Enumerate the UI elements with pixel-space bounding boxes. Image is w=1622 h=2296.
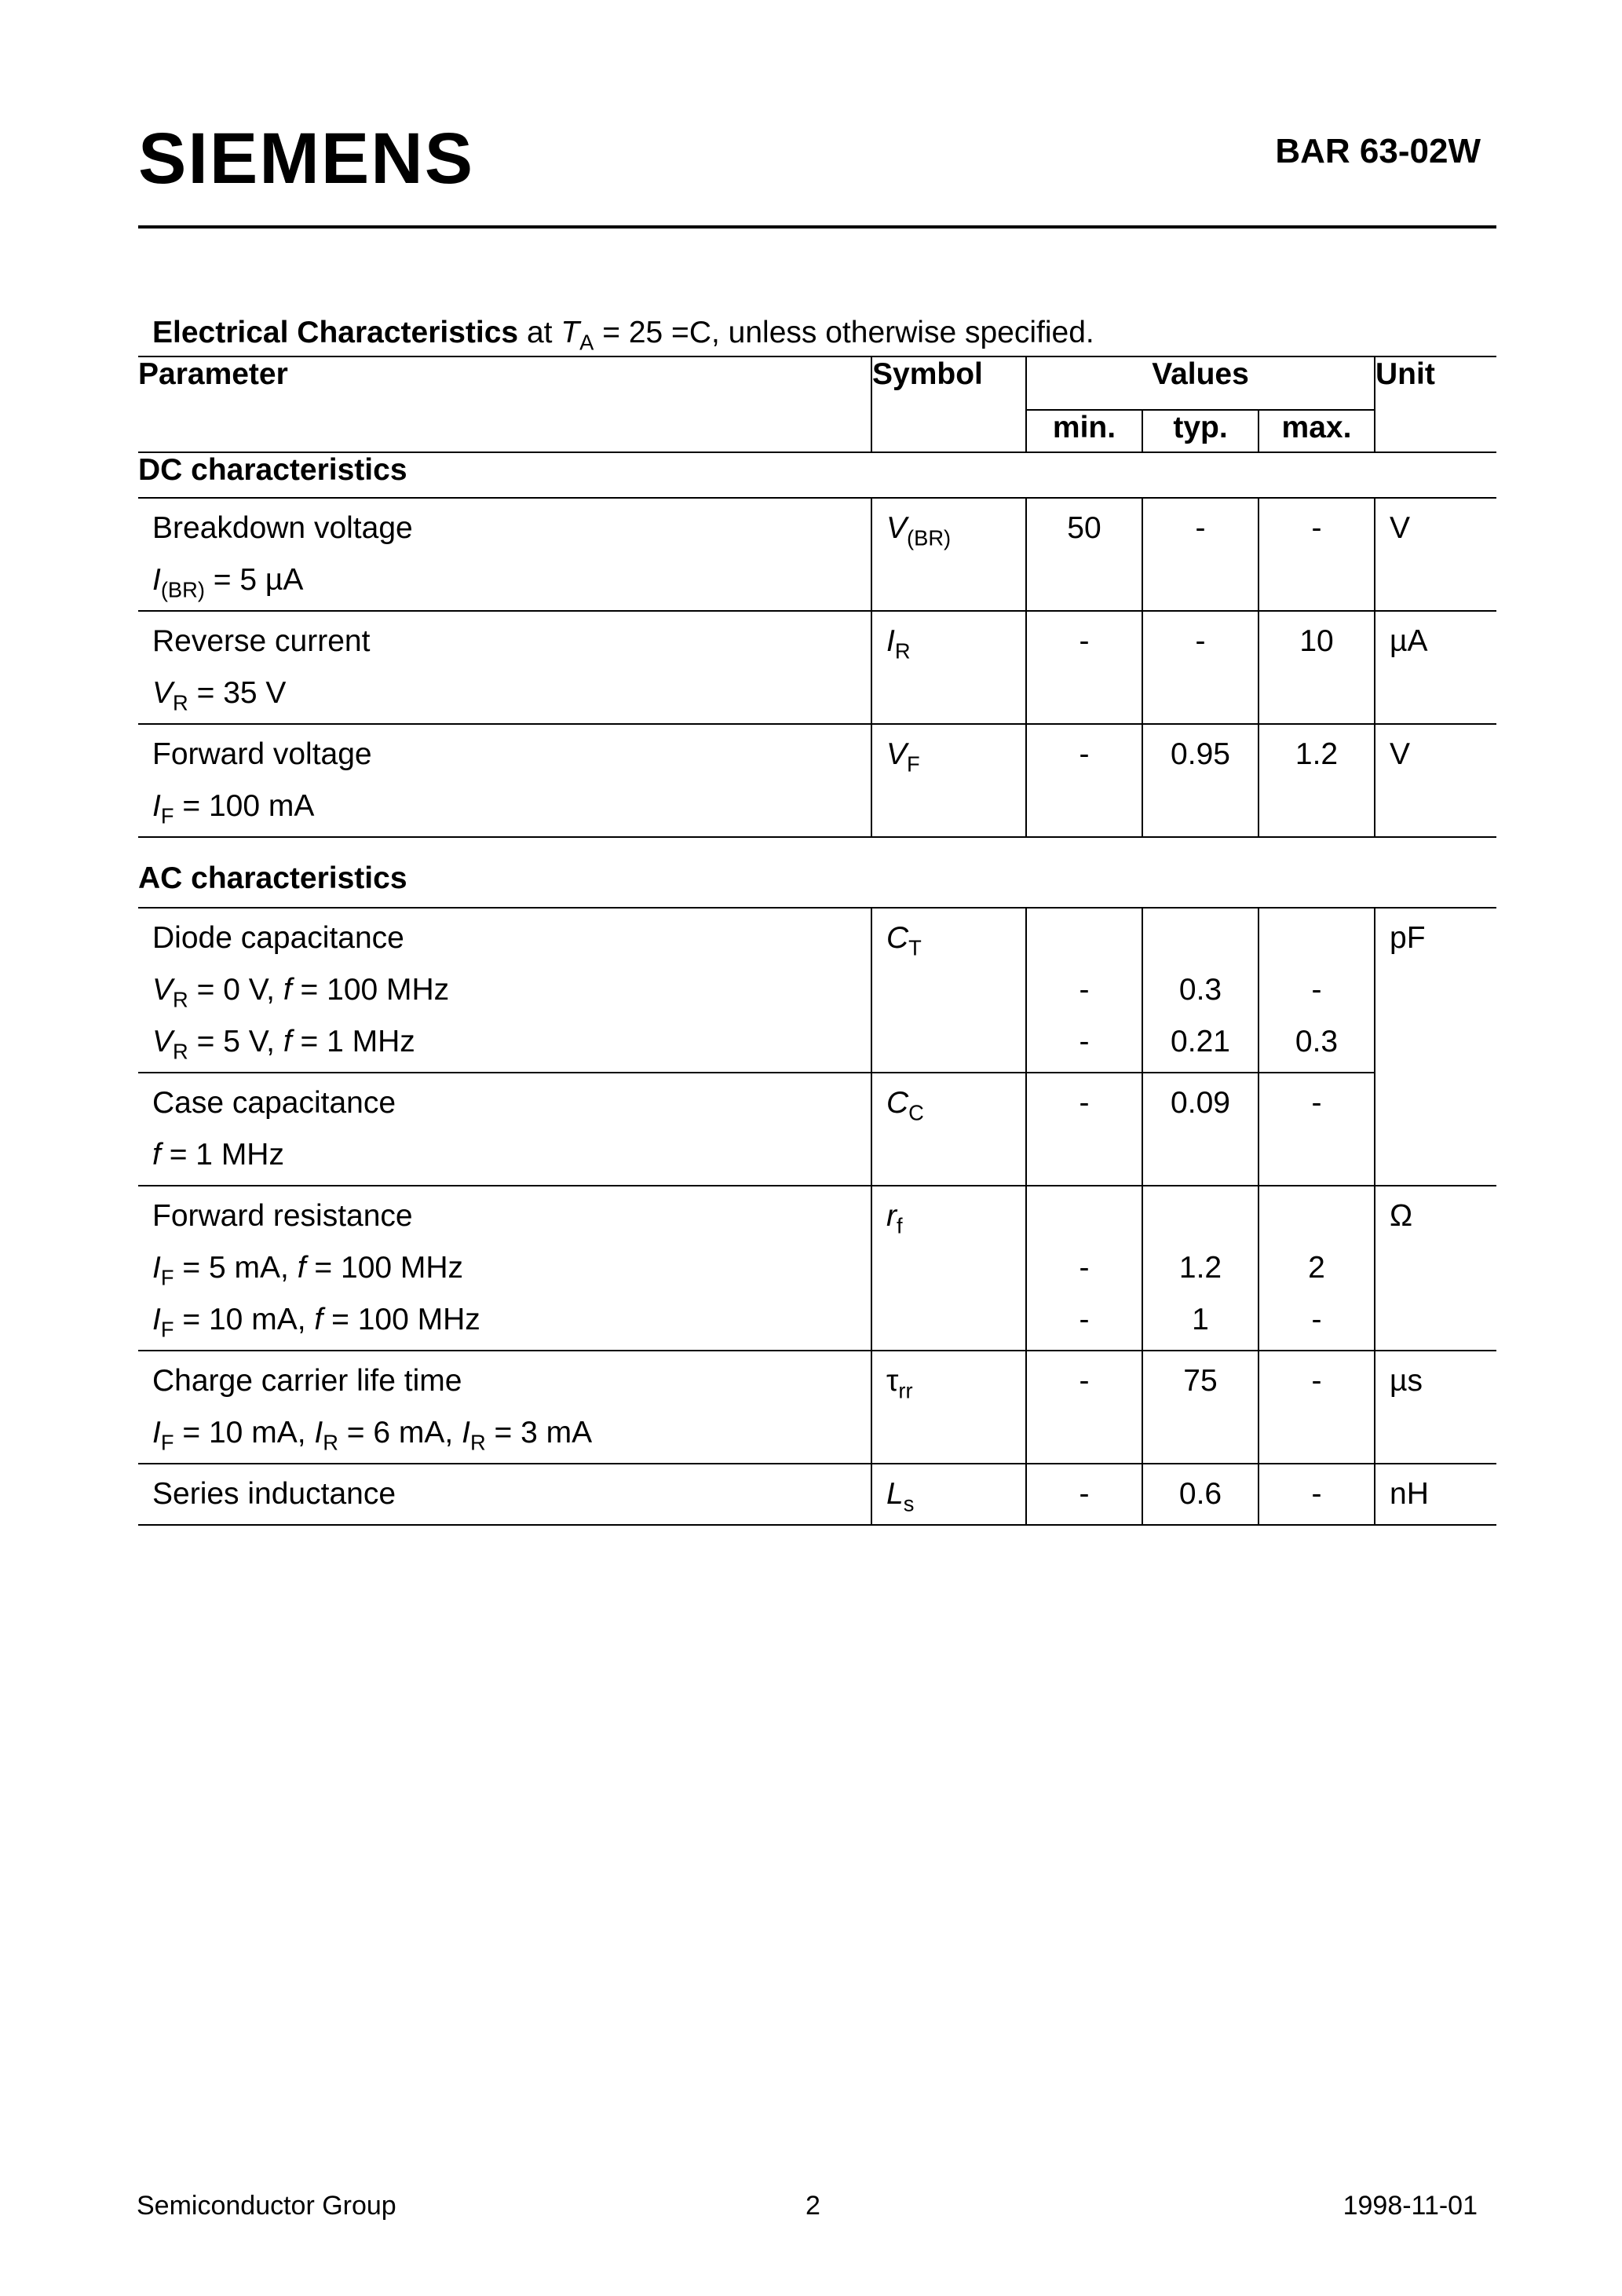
param-cell: [138, 908, 871, 1073]
param-name: Breakdown voltage: [152, 511, 413, 545]
siemens-logo: SIEMENS: [138, 119, 475, 199]
param-cell: [138, 1464, 871, 1525]
min-cell: - -: [1026, 1186, 1142, 1351]
caption-ta-symbol: T: [561, 316, 580, 349]
symbol-cell: $L_s$: [871, 1464, 1026, 1525]
typ-cell: 1.2 1: [1142, 1186, 1259, 1351]
param-cell: [138, 724, 871, 837]
max-cell: - 0.3: [1259, 908, 1375, 1073]
symbol-cell: $r_f$: [871, 1186, 1026, 1351]
param-name: Series inductance: [152, 1477, 396, 1511]
param-name: Diode capacitance: [152, 921, 404, 955]
row-breakdown-voltage: [138, 498, 1496, 611]
symbol-cell: $\tau_{rr}$: [871, 1351, 1026, 1464]
unit-cell: Ω: [1375, 1186, 1496, 1351]
param-condition: $I_{(BR)} = 5$ µA: [152, 563, 304, 602]
electrical-characteristics-table: [138, 356, 1496, 1526]
param-name: Forward voltage: [152, 737, 372, 771]
col-parameter: Parameter: [138, 356, 871, 452]
min-cell: -: [1026, 1351, 1142, 1464]
row-case-capacitance: [138, 1073, 1496, 1186]
row-diode-capacitance: [138, 908, 1496, 1073]
row-series-inductance: [138, 1464, 1496, 1525]
min-cell: -: [1026, 1464, 1142, 1525]
row-forward-voltage: [138, 724, 1496, 837]
unit-cell: nH: [1375, 1464, 1496, 1525]
param-condition: $I_F = 100$ mA: [152, 789, 315, 828]
symbol-cell: $V_F$: [871, 724, 1026, 837]
param-condition: $I_F = 5$ mA, f = 100 MHz: [152, 1251, 464, 1290]
typ-cell: 0.95: [1142, 724, 1259, 837]
col-max: max.: [1259, 410, 1375, 452]
unit-cell: µs: [1375, 1351, 1496, 1464]
typ-cell: 75: [1142, 1351, 1259, 1464]
col-symbol: Symbol: [871, 356, 1026, 452]
param-condition: f = 1 MHz: [152, 1138, 284, 1172]
min-cell: -: [1026, 611, 1142, 724]
col-unit: Unit: [1375, 356, 1496, 452]
max-cell: 1.2: [1259, 724, 1375, 837]
row-forward-resistance: [138, 1186, 1496, 1351]
min-cell: -: [1026, 1073, 1142, 1186]
param-condition: $V_R = 35$ V: [152, 676, 287, 715]
min-cell: -: [1026, 724, 1142, 837]
min-cell: - -: [1026, 908, 1142, 1073]
symbol-cell: $I_R$: [871, 611, 1026, 724]
max-cell: 2 -: [1259, 1186, 1375, 1351]
typ-cell: -: [1142, 611, 1259, 724]
footer-left: Semiconductor Group: [137, 2191, 396, 2221]
section-ac: AC characteristics: [138, 861, 407, 895]
param-condition: $I_F = 10$ mA, f = 100 MHz: [152, 1303, 480, 1342]
max-cell: -: [1259, 498, 1375, 611]
param-name: Forward resistance: [152, 1199, 413, 1233]
typ-cell: 0.3 0.21: [1142, 908, 1259, 1073]
section-dc: DC characteristics: [138, 453, 407, 487]
row-reverse-current: [138, 611, 1496, 724]
param-cell: [138, 1351, 871, 1464]
caption-condition: = 25 =C, unless otherwise specified.: [602, 316, 1094, 349]
row-charge-carrier-life-time: [138, 1351, 1496, 1464]
param-condition: $I_F = 10$ mA, $I_R = 6$ mA, $I_R = 3$ mA: [152, 1416, 593, 1455]
col-values: Values: [1026, 356, 1375, 410]
param-name: Reverse current: [152, 624, 371, 658]
param-condition: $V_R = 0$ V, f = 100 MHz: [152, 973, 450, 1012]
table-header-row: [138, 356, 1496, 410]
typ-cell: -: [1142, 498, 1259, 611]
param-condition: $V_R = 5$ V, f = 1 MHz: [152, 1025, 415, 1064]
table-caption: [152, 316, 1094, 355]
col-typ: typ.: [1142, 410, 1259, 452]
symbol-cell: $V_{(BR)}$: [871, 498, 1026, 611]
param-cell: [138, 498, 871, 611]
symbol-cell: $C_T$: [871, 908, 1026, 1073]
unit-cell: µA: [1375, 611, 1496, 724]
param-cell: [138, 1073, 871, 1186]
caption-title: Electrical Characteristics: [152, 316, 519, 349]
min-cell: 50: [1026, 498, 1142, 611]
typ-cell: 0.09: [1142, 1073, 1259, 1186]
caption-at: at: [526, 316, 553, 349]
param-cell: [138, 1186, 871, 1351]
symbol-cell: $C_C$: [871, 1073, 1026, 1186]
param-cell: [138, 611, 871, 724]
caption-ta-sub: A: [579, 330, 594, 355]
max-cell: -: [1259, 1464, 1375, 1525]
unit-cell: V: [1375, 498, 1496, 611]
param-name: Charge carrier life time: [152, 1364, 462, 1398]
max-cell: -: [1259, 1073, 1375, 1186]
footer-page-number: 2: [806, 2191, 820, 2221]
max-cell: -: [1259, 1351, 1375, 1464]
part-number: BAR 63-02W: [1275, 132, 1481, 170]
typ-cell: 0.6: [1142, 1464, 1259, 1525]
unit-cell: pF: [1375, 908, 1496, 1186]
col-min: min.: [1026, 410, 1142, 452]
param-name: Case capacitance: [152, 1086, 396, 1120]
unit-cell: V: [1375, 724, 1496, 837]
footer-date: 1998-11-01: [1343, 2191, 1478, 2221]
max-cell: 10: [1259, 611, 1375, 724]
header-rule: [138, 225, 1496, 229]
